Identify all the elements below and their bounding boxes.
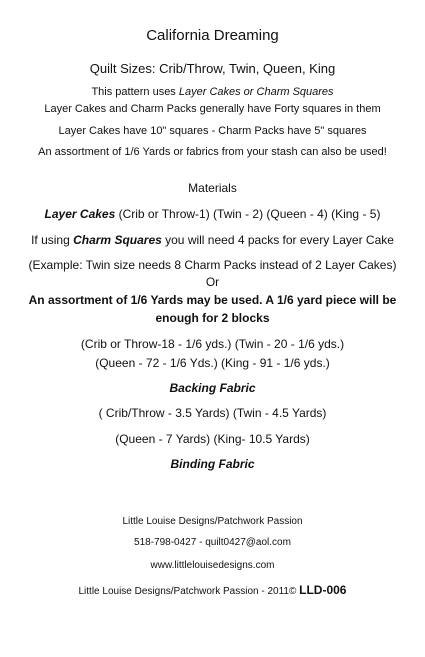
example-line: (Example: Twin size needs 8 Charm Packs instead of 2 Layer Cakes) [28,258,397,272]
alternative-line-2: enough for 2 blocks [155,311,270,325]
footer-contact: 518-798-0427 - quilt0427@aol.com [134,537,291,548]
or-line: Or [205,275,220,289]
charm-label: Charm Squares [73,233,162,247]
yardage-line-1: (Crib or Throw-18 - 1/6 yds.) (Twin - 20 - 1/6 yds.) [80,337,345,351]
pattern-code: LLD-006 [299,583,347,597]
backing-line-1: ( Crib/Throw - 3.5 Yards) (Twin - 4.5 Yards) [98,406,327,420]
intro-squares-line: Layer Cakes have 10" squares - Charm Packs have 5" squares [58,125,367,137]
yardage-line-2: (Queen - 72 - 1/6 Yds.) (King - 91 - 1/6 yds.) [95,356,330,370]
layer-cakes-sizes: (Crib or Throw-1) (Twin - 2) (Queen - 4) (King - 5) [115,207,381,221]
quilt-sizes-heading: Quilt Sizes: Crib/Throw, Twin, Queen, King [89,61,336,76]
charm-prefix: If using [31,233,74,247]
intro-packs-line: Layer Cakes and Charm Packs generally have Forty squares in them [44,103,381,115]
footer-company: Little Louise Designs/Patchwork Passion [122,516,303,527]
backing-line-2: (Queen - 7 Yards) (King- 10.5 Yards) [115,432,310,446]
intro-assortment-line: An assortment of 1/6 Yards or fabrics from your stash can also be used! [38,146,387,158]
layer-cakes-line [0,207,425,221]
page-title: California Dreaming [146,27,279,44]
layer-cakes-label: Layer Cakes [44,207,116,221]
intro-uses-highlight: Layer Cakes or Charm Squares [178,86,334,98]
alternative-line-1: An assortment of 1/6 Yards may be used. A 1/6 yard piece will be [28,293,397,307]
binding-heading: Binding Fabric [170,457,255,471]
charm-squares-line [0,233,425,247]
footer-website: www.littlelouisedesigns.com [150,560,275,571]
footer-copyright: Little Louise Designs/Patchwork Passion - 2011© [78,586,300,597]
intro-uses-line [0,86,425,98]
footer-copyright-line [0,583,425,597]
backing-heading: Backing Fabric [169,381,256,395]
charm-suffix: you will need 4 packs for every Layer Cake [161,233,394,247]
materials-heading: Materials [188,181,237,195]
intro-uses-prefix: This pattern uses [91,86,179,98]
